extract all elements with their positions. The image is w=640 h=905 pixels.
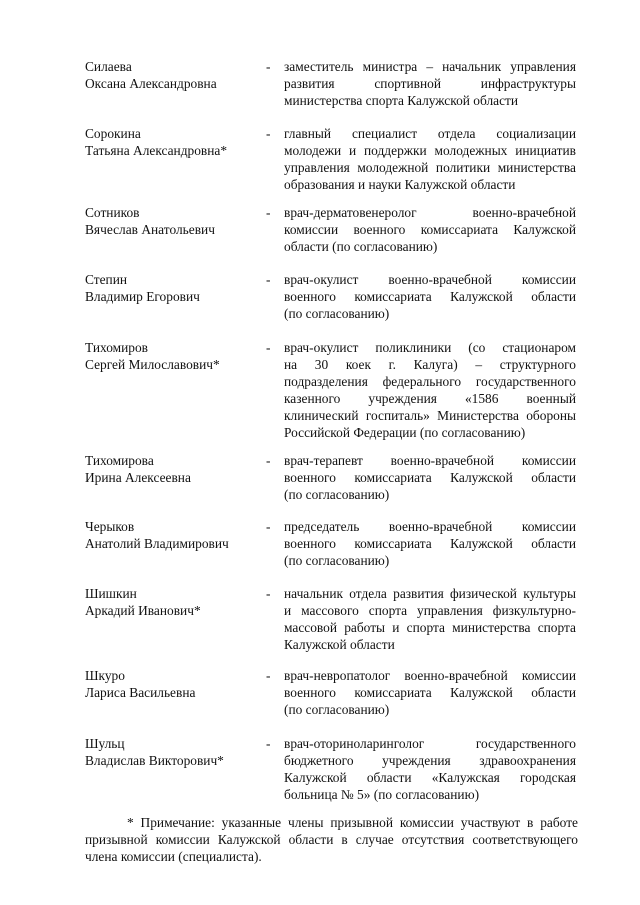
member-position [284,271,576,322]
member-surname: Шульц [85,736,125,751]
position-line: Калужской области [284,637,395,652]
position-line: начальник отдела развития физической культуры [284,586,576,601]
footnote-line: призывной комиссии Калужской области в случае отсутствия соответствующего [85,832,578,847]
position-line: (по согласованию) [284,702,390,717]
footnote-line: * Примечание: указанные члены призывной комиссии участвуют в работе [127,815,578,830]
member-surname: Тихомирова [85,453,154,468]
member-position [284,518,576,569]
dash-separator: - [266,668,271,683]
member-name [85,339,265,373]
position-line: председатель военно-врачебной комиссии [284,519,576,534]
dash-separator: - [266,272,271,287]
dash-separator: - [266,586,271,601]
position-line: военного комиссариата Калужской области [284,685,576,700]
position-line: врач-окулист военно-врачебной комиссии [284,272,576,287]
position-line: главный специалист отдела социализации [284,126,576,141]
dash-separator: - [266,205,271,220]
member-name [85,204,265,238]
member-position [284,339,576,441]
dash-separator: - [266,59,271,74]
footnote [85,814,578,865]
position-line: молодежи и поддержки молодежных инициатив [284,143,576,158]
position-line: управления молодежной политики министерства [284,160,576,175]
member-given-names: Владислав Викторович* [85,753,224,768]
position-line: врач-дерматовенеролог военно-врачебной [284,205,576,220]
position-line: массовой работы и спорта министерства спорта [284,620,576,635]
position-line: (по согласованию) [284,306,390,321]
position-line: министерства спорта Калужской области [284,93,519,108]
member-surname: Шишкин [85,586,137,601]
position-line: врач-терапевт военно-врачебной комиссии [284,453,576,468]
member-surname: Тихомиров [85,340,148,355]
member-surname: Силаева [85,59,132,74]
member-position [284,585,576,653]
position-line: больница № 5» (по согласованию) [284,787,480,802]
member-given-names: Владимир Егорович [85,289,200,304]
position-line: на 30 коек г. Калуга) – структурного [284,357,576,372]
position-line: и массового спорта управления физкультурно- [284,603,576,618]
dash-separator: - [266,453,271,468]
position-line: подразделения федерального государственного [284,374,576,389]
member-given-names: Ирина Алексеевна [85,470,191,485]
member-given-names: Сергей Милославович* [85,357,220,372]
dash-separator: - [266,736,271,751]
member-position [284,204,576,255]
dash-separator: - [266,126,271,141]
member-surname: Степин [85,272,128,287]
member-surname: Сотников [85,205,140,220]
position-line: казенного учреждения «1586 военный [284,391,576,406]
member-position [284,735,576,803]
member-given-names: Анатолий Владимирович [85,536,229,551]
dash-separator: - [266,519,271,534]
member-given-names: Аркадий Иванович* [85,603,201,618]
member-name [85,271,265,305]
member-surname: Шкуро [85,668,125,683]
member-name [85,125,265,159]
member-name [85,667,265,701]
position-line: области (по согласованию) [284,239,438,254]
position-line: Калужской области «Калужская городская [284,770,576,785]
member-name [85,585,265,619]
position-line: заместитель министра – начальник управления [284,59,576,74]
member-position [284,58,576,109]
position-line: развития спортивной инфраструктуры [284,76,576,91]
position-line: комиссии военного комиссариата Калужской [284,222,576,237]
member-name [85,58,265,92]
member-name [85,518,265,552]
dash-separator: - [266,340,271,355]
member-surname: Сорокина [85,126,141,141]
position-line: врач-окулист поликлиники (со стационаром [284,340,576,355]
position-line: военного комиссариата Калужской области [284,289,576,304]
position-line: (по согласованию) [284,553,390,568]
position-line: военного комиссариата Калужской области [284,536,576,551]
member-position [284,125,576,193]
position-line: Российской Федерации (по согласованию) [284,425,526,440]
position-line: бюджетного учреждения здравоохранения [284,753,576,768]
position-line: врач-невропатолог военно-врачебной комиссии [284,668,576,683]
member-given-names: Татьяна Александровна* [85,143,228,158]
position-line: военного комиссариата Калужской области [284,470,576,485]
position-line: клинический госпиталь» Министерства обороны [284,408,576,423]
member-position [284,667,576,718]
position-line: образования и науки Калужской области [284,177,516,192]
footnote-line: члена комиссии (специалиста). [85,849,262,864]
member-given-names: Лариса Васильевна [85,685,196,700]
member-name [85,735,265,769]
member-surname: Черыков [85,519,135,534]
member-given-names: Оксана Александровна [85,76,217,91]
position-line: врач-оториноларинголог государственного [284,736,576,751]
member-name [85,452,265,486]
member-position [284,452,576,503]
member-given-names: Вячеслав Анатольевич [85,222,215,237]
position-line: (по согласованию) [284,487,390,502]
